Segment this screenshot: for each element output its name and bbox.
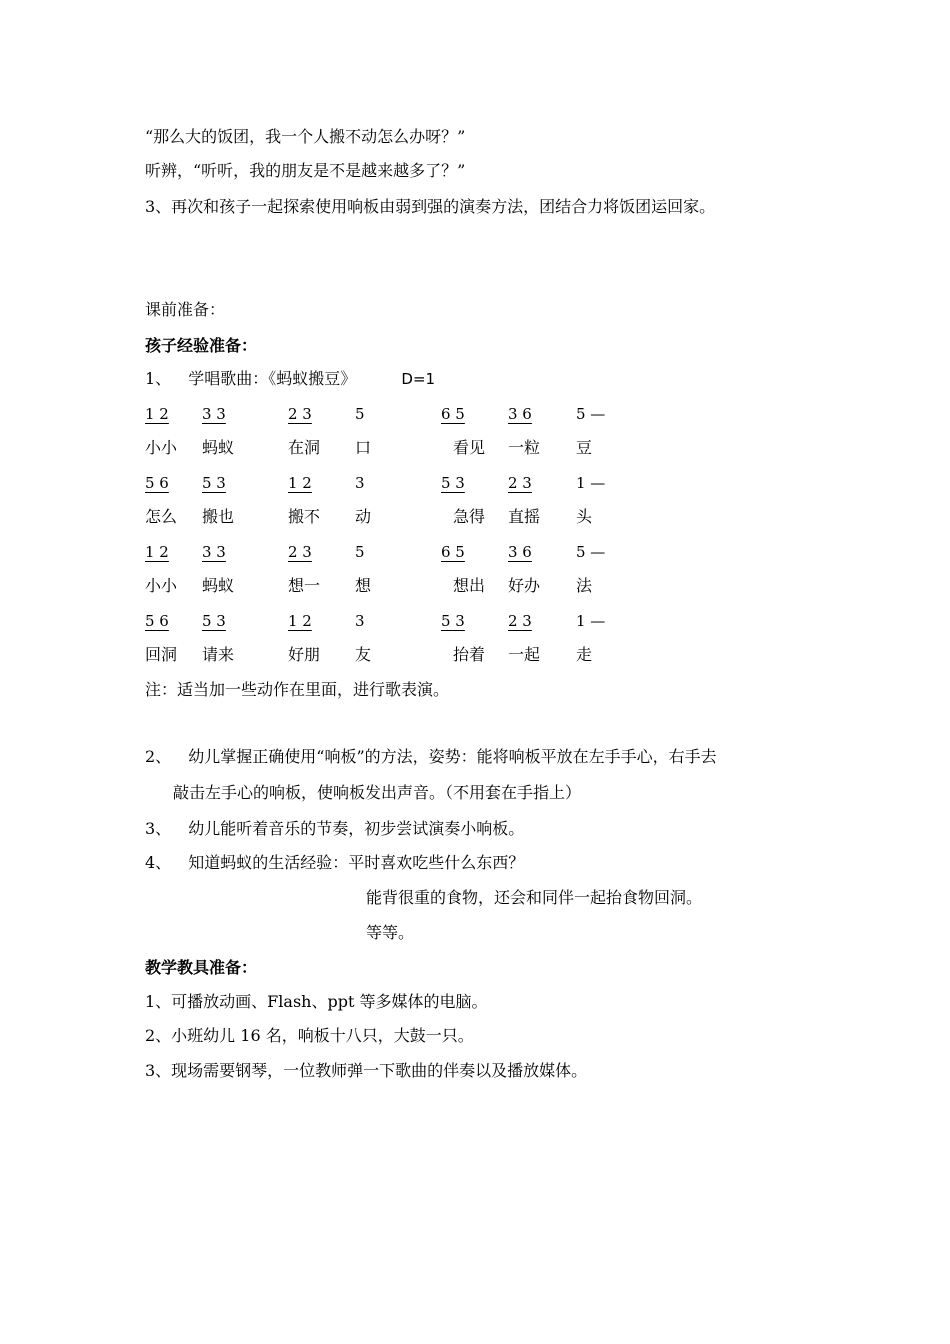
score-lyric: 小小	[145, 438, 178, 457]
score-lyric: 想一	[288, 576, 321, 595]
song-key: D=1	[401, 370, 436, 388]
score-note: 1 2	[288, 474, 312, 492]
score-lyric: 在洞	[288, 438, 321, 457]
list-item-sub: 能背很重的食物，还会和同伴一起抬食物回洞。	[366, 888, 703, 907]
score-lyric: 口	[355, 438, 372, 457]
item-number: 2、	[145, 747, 172, 766]
item-text: 幼儿能听着音乐的节奏，初步尝试演奏小响板。	[188, 819, 525, 838]
list-item	[145, 747, 717, 767]
score-note: 2 3	[508, 612, 532, 630]
subsection-heading: 孩子经验准备：	[145, 336, 258, 355]
score-lyric: 豆	[576, 438, 593, 457]
list-item: 1、可播放动画、Flash、ppt 等多媒体的电脑。	[145, 992, 488, 1011]
score-lyric: 蚂蚁	[202, 438, 235, 457]
score-note: 5 3	[202, 612, 226, 630]
score-note: 1 2	[145, 405, 169, 423]
score-note: 2 3	[288, 543, 312, 561]
score-lyric: 好办	[508, 576, 541, 595]
song-title-line	[145, 369, 435, 389]
score-note: 5 6	[145, 474, 169, 492]
item-text: 知道蚂蚁的生活经验：平时喜欢吃些什么东西？	[188, 853, 525, 872]
score-note: 3 3	[202, 543, 226, 561]
score-lyric: 怎么	[145, 507, 178, 526]
score-lyric: 友	[355, 645, 372, 664]
list-item: 2、小班幼儿 16 名，响板十八只，大鼓一只。	[145, 1026, 474, 1045]
score-lyric: 回洞	[145, 645, 178, 664]
score-note: 5 3	[441, 474, 465, 492]
section-heading: 课前准备：	[145, 300, 226, 319]
score-note: 5 6	[145, 612, 169, 630]
note-text: 注：适当加一些动作在里面，进行歌表演。	[145, 680, 450, 699]
score-note: 5	[355, 405, 365, 423]
score-note: 2 3	[508, 474, 532, 492]
score-lyric: 一粒	[508, 438, 541, 457]
score-note: 5	[355, 543, 365, 561]
score-note: 3 6	[508, 405, 532, 423]
score-lyric: 急得	[453, 507, 486, 526]
text-line: “那么大的饭团，我一个人搬不动怎么办呀？”	[145, 127, 466, 146]
score-note: 5 —	[576, 543, 606, 561]
score-note: 1 2	[288, 612, 312, 630]
score-lyric: 请来	[202, 645, 235, 664]
score-note: 1 —	[576, 474, 606, 492]
score-note: 1 2	[145, 543, 169, 561]
list-item: 3、现场需要钢琴，一位教师弹一下歌曲的伴奏以及播放媒体。	[145, 1061, 588, 1080]
score-note: 5 —	[576, 405, 606, 423]
score-note: 2 3	[288, 405, 312, 423]
text-line: 听辨，“听听，我的朋友是不是越来越多了？”	[145, 161, 466, 180]
list-item	[145, 819, 524, 839]
subsection-heading: 教学教具准备：	[145, 958, 258, 977]
score-note: 3 6	[508, 543, 532, 561]
score-note: 3 3	[202, 405, 226, 423]
score-lyric: 动	[355, 507, 372, 526]
item-text: 幼儿掌握正确使用“响板”的方法，姿势：能将响板平放在左手手心，右手去	[188, 747, 717, 766]
score-lyric: 一起	[508, 645, 541, 664]
item-number: 4、	[145, 853, 172, 872]
list-item-sub: 等等。	[366, 923, 415, 942]
score-lyric: 头	[576, 507, 593, 526]
list-item	[145, 853, 524, 873]
score-lyric: 看见	[453, 438, 486, 457]
item-number: 1、	[145, 369, 172, 388]
score-lyric: 直摇	[508, 507, 541, 526]
score-lyric: 搬不	[288, 507, 321, 526]
score-lyric: 走	[576, 645, 593, 664]
score-lyric: 蚂蚁	[202, 576, 235, 595]
score-note: 3	[355, 612, 365, 630]
score-note: 3	[355, 474, 365, 492]
score-lyric: 抬着	[453, 645, 486, 664]
score-lyric: 搬也	[202, 507, 235, 526]
score-lyric: 法	[576, 576, 593, 595]
score-note: 5 3	[441, 612, 465, 630]
item-text: 学唱歌曲：《蚂蚁搬豆》	[188, 369, 357, 388]
score-lyric: 想	[355, 576, 372, 595]
score-lyric: 想出	[453, 576, 486, 595]
score-lyric: 好朋	[288, 645, 321, 664]
score-lyric: 小小	[145, 576, 178, 595]
score-note: 6 5	[441, 405, 465, 423]
item-number: 3、	[145, 819, 172, 838]
score-note: 5 3	[202, 474, 226, 492]
score-note: 6 5	[441, 543, 465, 561]
score-note: 1 —	[576, 612, 606, 630]
text-line: 3、再次和孩子一起探索使用响板由弱到强的演奏方法，团结合力将饭团运回家。	[145, 197, 716, 216]
list-item-continuation: 敲击左手心的响板，使响板发出声音。（不用套在手指上）	[173, 783, 582, 802]
